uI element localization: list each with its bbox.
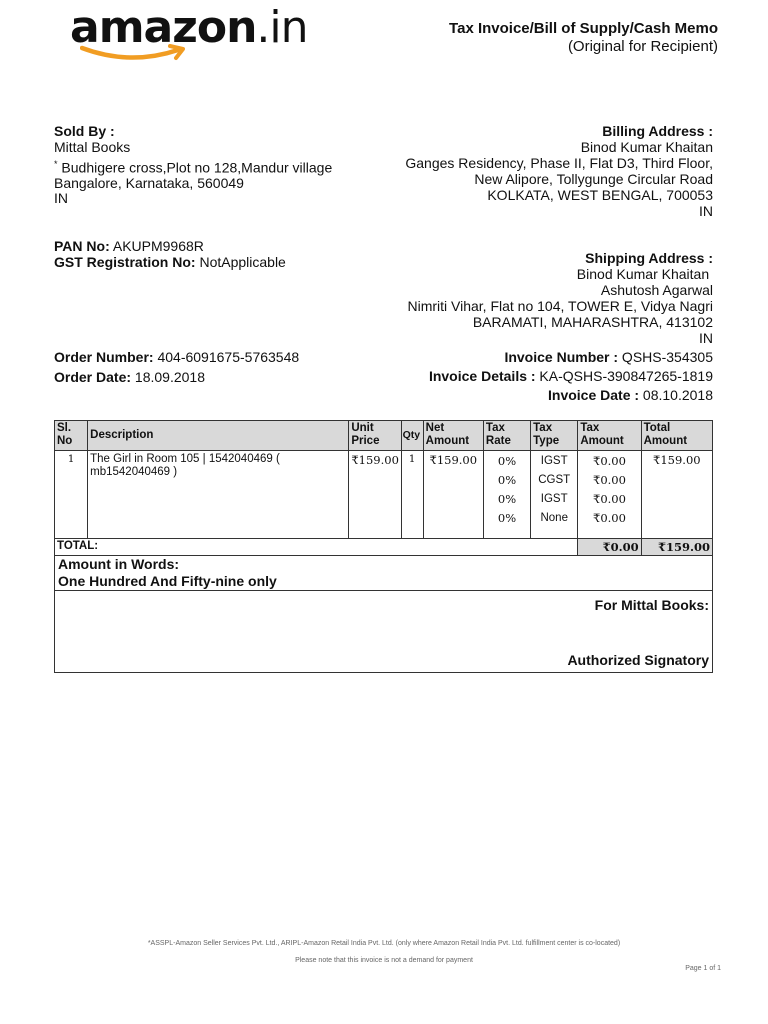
invoice-details-label: Invoice Details : bbox=[428, 368, 536, 384]
amazon-smile-icon bbox=[80, 44, 190, 62]
pan-label: PAN No: bbox=[54, 238, 110, 254]
tax-amount-4: ₹0.00 bbox=[593, 511, 626, 525]
logo-main-text: amazon bbox=[70, 2, 257, 53]
cell-total-amount: ₹159.00 bbox=[641, 451, 712, 539]
tax-type-1: IGST bbox=[540, 455, 568, 467]
header-unit-2: Price bbox=[351, 435, 380, 447]
cell-sl: 1 bbox=[55, 451, 88, 539]
tax-rate-3: 0% bbox=[497, 492, 517, 506]
shipping-name2: Ashutosh Agarwal bbox=[600, 282, 713, 298]
header-type-1: Tax bbox=[533, 422, 553, 434]
cell-net-amount: ₹159.00 bbox=[423, 451, 483, 539]
seller-country: IN bbox=[54, 190, 68, 206]
seller-address-line1 bbox=[54, 156, 332, 176]
header-net-2: Amount bbox=[425, 435, 470, 447]
invoice-date-value: 08.10.2018 bbox=[639, 387, 713, 403]
header-taxamt-2: Amount bbox=[580, 435, 624, 447]
amount-in-words-value: One Hundred And Fifty-nine only bbox=[58, 573, 277, 589]
seller-address-line2: Bangalore, Karnataka, 560049 bbox=[54, 175, 244, 191]
footer-entity-note: *ASSPL-Amazon Seller Services Pvt. Ltd., ARIPL-Amazon Retail India Pvt. Ltd. (only where Amazon Retail India Pvt. Ltd. fulfillment center is co-located) bbox=[147, 940, 621, 947]
tax-amount-3: ₹0.00 bbox=[593, 492, 626, 506]
table-total-row bbox=[55, 539, 713, 556]
header-taxamt-1: Tax bbox=[580, 422, 600, 434]
header-unit-price bbox=[349, 421, 401, 451]
invoice-number-label: Invoice Number : bbox=[504, 349, 619, 365]
order-number bbox=[54, 349, 299, 365]
total-label: TOTAL: bbox=[55, 539, 578, 556]
invoice-items-table bbox=[54, 420, 713, 556]
billing-line1: Ganges Residency, Phase II, Flat D3, Third Floor, bbox=[405, 155, 713, 171]
page-number: Page 1 of 1 bbox=[685, 965, 721, 972]
shipping-name: Binod Kumar Khaitan bbox=[576, 266, 713, 282]
amount-in-words-box bbox=[54, 554, 713, 591]
seller-name: Mittal Books bbox=[54, 139, 131, 155]
tax-type-2: CGST bbox=[538, 474, 571, 486]
cell-tax-rates bbox=[483, 451, 530, 539]
order-number-value: 404-6091675-5763548 bbox=[153, 349, 300, 365]
tax-type-4: None bbox=[540, 512, 568, 524]
shipping-address-label: Shipping Address : bbox=[585, 250, 713, 266]
header-total-amount bbox=[641, 421, 712, 451]
invoice-details-value: KA-QSHS-390847265-1819 bbox=[535, 368, 713, 384]
shipping-line2: BARAMATI, MAHARASHTRA, 413102 bbox=[472, 314, 713, 330]
cell-tax-amounts bbox=[578, 451, 641, 539]
header-unit-1: Unit bbox=[351, 422, 374, 434]
billing-line3: KOLKATA, WEST BENGAL, 700053 bbox=[487, 187, 713, 203]
header-rate-1: Tax bbox=[485, 422, 505, 434]
header-total-2: Amount bbox=[643, 435, 688, 447]
tax-amount-2: ₹0.00 bbox=[593, 473, 626, 487]
tax-rate-1: 0% bbox=[497, 454, 517, 468]
cell-tax-types bbox=[531, 451, 578, 539]
gst-label: GST Registration No: bbox=[54, 254, 196, 270]
table-row bbox=[55, 451, 713, 539]
billing-name: Binod Kumar Khaitan bbox=[580, 139, 713, 155]
header-tax-amount bbox=[578, 421, 641, 451]
table-header-row bbox=[55, 421, 713, 451]
cell-qty: 1 bbox=[401, 451, 423, 539]
tax-rate-4: 0% bbox=[497, 511, 517, 525]
header-net-amount bbox=[423, 421, 483, 451]
header-sl-2: No bbox=[57, 435, 73, 447]
header-rate-2: Rate bbox=[485, 435, 511, 447]
header-sl-1: Sl. bbox=[57, 422, 72, 434]
header-tax-rate bbox=[483, 421, 530, 451]
seller-star: * bbox=[54, 159, 58, 169]
header-tax-type bbox=[531, 421, 578, 451]
header-total-1: Total bbox=[643, 422, 671, 434]
gst-registration bbox=[54, 254, 286, 270]
tax-amount-1: ₹0.00 bbox=[593, 454, 626, 468]
cell-description: The Girl in Room 105 | 1542040469 ( mb1542040469 ) bbox=[88, 451, 349, 539]
gst-value: NotApplicable bbox=[195, 254, 286, 270]
header-description: Description bbox=[88, 421, 349, 451]
invoice-number bbox=[504, 349, 713, 365]
invoice-number-value: QSHS-354305 bbox=[618, 349, 713, 365]
document-subtitle: (Original for Recipient) bbox=[567, 38, 718, 55]
order-number-label: Order Number: bbox=[54, 349, 154, 365]
header-net-1: Net bbox=[425, 422, 445, 434]
order-date-label: Order Date: bbox=[54, 369, 132, 385]
tax-rate-2: 0% bbox=[497, 473, 517, 487]
billing-line2: New Alipore, Tollygunge Circular Road bbox=[474, 171, 713, 187]
order-date bbox=[54, 369, 205, 385]
sold-by-label: Sold By : bbox=[54, 123, 115, 139]
billing-address-label: Billing Address : bbox=[602, 123, 713, 139]
invoice-date-label: Invoice Date : bbox=[548, 387, 640, 403]
invoice-date bbox=[548, 387, 713, 403]
billing-country: IN bbox=[699, 203, 713, 219]
pan-number bbox=[54, 238, 204, 254]
header-qty: Qty bbox=[401, 421, 423, 451]
pan-value: AKUPM9968R bbox=[109, 238, 204, 254]
cell-unit-price: ₹159.00 bbox=[349, 451, 401, 539]
amount-in-words-label: Amount in Words: bbox=[58, 556, 180, 572]
header-type-2: Type bbox=[533, 435, 560, 447]
shipping-country: IN bbox=[699, 330, 713, 346]
total-amount: ₹159.00 bbox=[641, 539, 712, 556]
tax-type-3: IGST bbox=[540, 493, 568, 505]
authorized-signatory-label: Authorized Signatory bbox=[567, 652, 709, 668]
for-seller-label: For Mittal Books: bbox=[594, 597, 709, 613]
document-title: Tax Invoice/Bill of Supply/Cash Memo bbox=[449, 20, 718, 37]
total-tax-amount: ₹0.00 bbox=[578, 539, 641, 556]
invoice-details bbox=[429, 368, 713, 384]
shipping-line1: Nimriti Vihar, Flat no 104, TOWER E, Vidya Nagri bbox=[407, 298, 713, 314]
footer-payment-note: Please note that this invoice is not a demand for payment bbox=[295, 957, 473, 964]
signatory-box bbox=[54, 591, 713, 673]
header-sl-no bbox=[55, 421, 88, 451]
seller-line1-text: Budhigere cross,Plot no 128,Mandur village bbox=[57, 159, 333, 176]
order-date-value: 18.09.2018 bbox=[131, 369, 205, 385]
logo-suffix-text: .in bbox=[256, 2, 308, 53]
